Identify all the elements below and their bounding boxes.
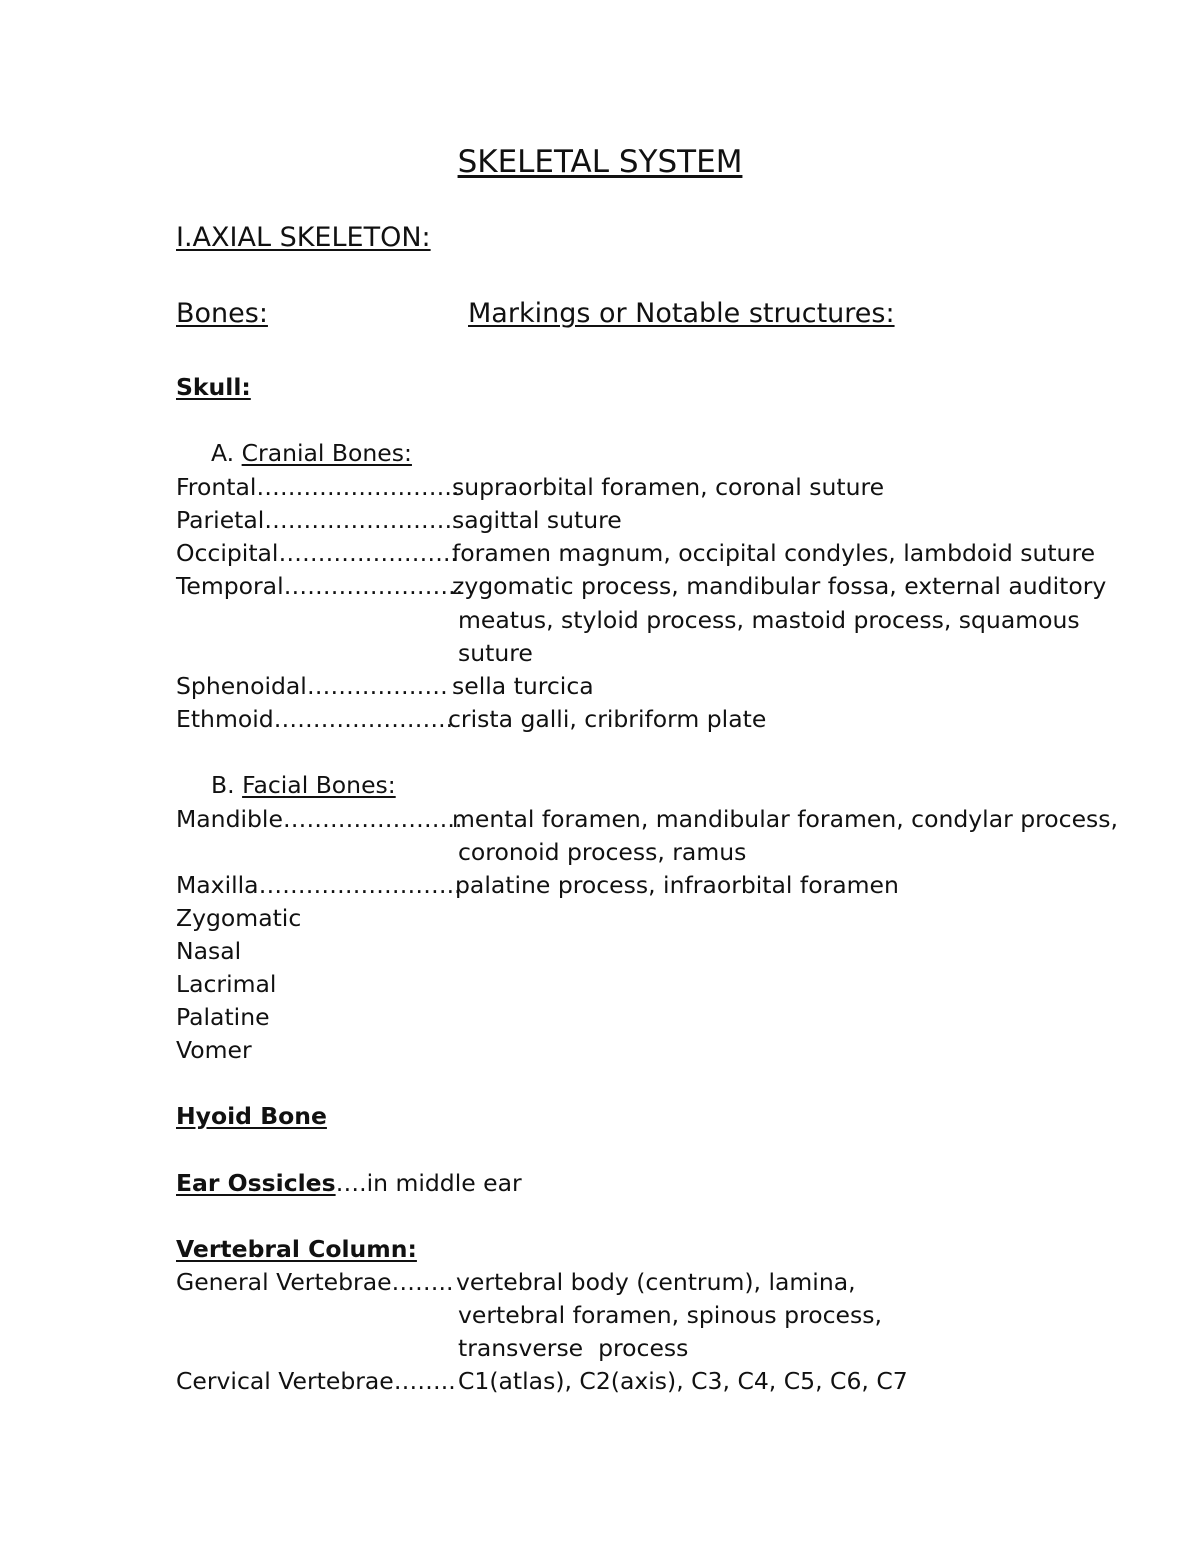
bone-marking: zygomatic process, mandibular fossa, external auditory	[452, 572, 1107, 600]
bone-name: Cervical Vertebrae……..	[176, 1367, 456, 1395]
cranial-label: Cranial Bones:	[241, 439, 412, 467]
bone-marking: vertebral body (centrum), lamina,	[456, 1268, 856, 1296]
ear-ossicles-note: ….in middle ear	[335, 1169, 522, 1197]
bone-marking: sagittal suture	[452, 506, 622, 534]
bone-marking-continued: coronoid process, ramus	[458, 838, 747, 866]
bones-column-header: Bones:	[176, 298, 268, 329]
bone-marking-continued: meatus, styloid process, mastoid process, squamous	[458, 606, 1080, 634]
bone-name: Temporal…………………..	[176, 572, 464, 600]
bone-marking: palatine process, infraorbital foramen	[455, 871, 899, 899]
cranial-prefix: A.	[211, 439, 235, 467]
bone-name: General Vertebrae……..	[176, 1268, 454, 1296]
bone-name: Sphenoidal………………	[176, 672, 448, 700]
bone-name: Ethmoid…………………..	[176, 705, 454, 733]
bone-name: Mandible…………………..	[176, 805, 463, 833]
facial-prefix: B.	[211, 771, 235, 799]
cranial-subheading	[211, 440, 412, 467]
markings-column-header: Markings or Notable structures:	[468, 298, 895, 329]
bone-name: Palatine	[176, 1003, 270, 1031]
bone-name: Maxilla……………………..	[176, 871, 462, 899]
bone-marking: sella turcica	[452, 672, 594, 700]
bone-marking: mental foramen, mandibular foramen, condylar process,	[452, 805, 1119, 833]
hyoid-heading: Hyoid Bone	[176, 1102, 327, 1130]
bone-marking: supraorbital foramen, coronal suture	[452, 473, 885, 501]
bone-name: Occipital…………………..	[176, 539, 458, 567]
bone-name: Vomer	[176, 1036, 252, 1064]
page-title: SKELETAL SYSTEM	[457, 144, 743, 180]
bone-name: Parietal……………………	[176, 506, 453, 534]
bone-name: Frontal……………………..	[176, 473, 460, 501]
skull-heading: Skull:	[176, 373, 251, 401]
bone-marking-continued: transverse process	[458, 1334, 689, 1362]
bone-name: Lacrimal	[176, 970, 277, 998]
bone-marking: foramen magnum, occipital condyles, lambdoid suture	[452, 539, 1096, 567]
facial-label: Facial Bones:	[242, 771, 396, 799]
bone-name: Nasal	[176, 937, 242, 965]
ear-ossicles-heading: Ear Ossicles	[176, 1169, 336, 1197]
ear-ossicles-line	[176, 1170, 522, 1197]
bone-name: Zygomatic	[176, 904, 302, 932]
section-heading: I.AXIAL SKELETON:	[176, 222, 431, 253]
facial-subheading	[211, 772, 396, 799]
bone-marking-continued: suture	[458, 639, 533, 667]
bone-marking: crista galli, cribriform plate	[448, 705, 767, 733]
vertebral-heading: Vertebral Column:	[176, 1235, 417, 1263]
bone-marking: C1(atlas), C2(axis), C3, C4, C5, C6, C7	[458, 1367, 908, 1395]
bone-marking-continued: vertebral foramen, spinous process,	[458, 1301, 882, 1329]
